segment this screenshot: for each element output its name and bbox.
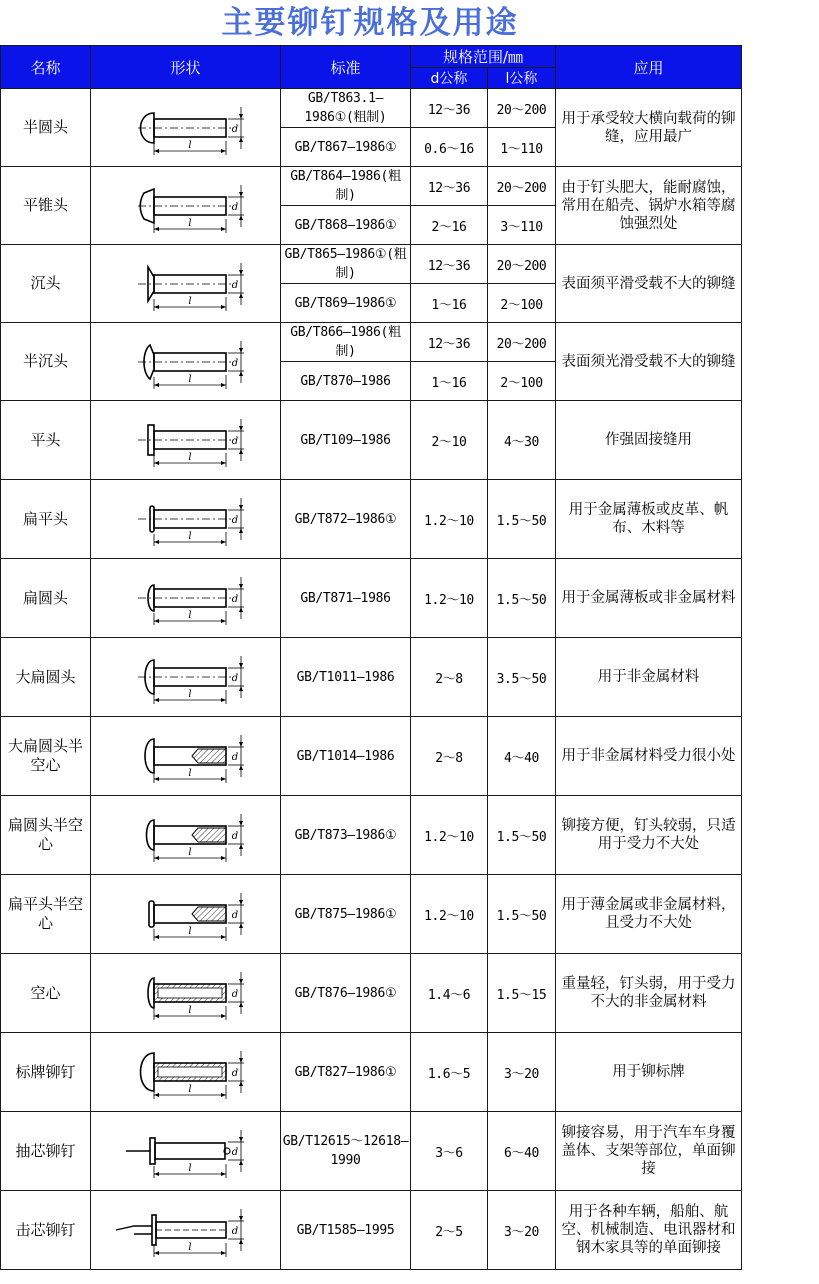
svg-text:l: l — [187, 531, 192, 542]
d-range-cell: 1.6～5 — [411, 1033, 488, 1112]
svg-text:d: d — [231, 1147, 238, 1158]
l-range-cell: 2～100 — [488, 362, 556, 401]
standard-cell: GB/T1014—1986 — [281, 717, 411, 796]
svg-text:l: l — [187, 295, 192, 307]
d-range-cell: 12～36 — [411, 89, 488, 128]
rivet-name: 空心 — [1, 954, 91, 1033]
round-head-rivet-icon — [91, 89, 281, 167]
l-range-cell: 20～200 — [488, 245, 556, 284]
l-range-cell: 6～40 — [488, 1112, 556, 1191]
cone-head-rivet-icon-drawing — [106, 171, 266, 241]
l-range-cell: 3～20 — [488, 1033, 556, 1112]
table-row — [1, 480, 742, 559]
l-range-cell: 4～40 — [488, 717, 556, 796]
header-standard: 标准 — [281, 46, 411, 89]
flat-round-semi-tubular-rivet-icon — [91, 796, 281, 875]
d-range-cell: 1.4～6 — [411, 954, 488, 1033]
header-range: 规格范围/㎜ — [411, 46, 556, 68]
l-range-cell: 1.5～50 — [488, 875, 556, 954]
rivet-name: 扁圆头 — [1, 559, 91, 638]
nameplate-rivet-icon-drawing — [106, 1037, 266, 1107]
svg-text:d: d — [231, 989, 238, 1000]
rivet-name: 扁平头 — [1, 480, 91, 559]
standard-cell: GB/T12615～12618—1990 — [281, 1112, 411, 1191]
rivet-name: 平锥头 — [1, 167, 91, 245]
rivet-name: 大扁圆头 — [1, 638, 91, 717]
blind-pull-rivet-icon — [91, 1112, 281, 1191]
l-range-cell: 20～200 — [488, 167, 556, 206]
svg-text:l: l — [187, 1242, 192, 1253]
application-cell: 表面须光滑受载不大的铆缝 — [556, 323, 742, 401]
standard-cell: GB/T866—1986(粗制) — [281, 323, 411, 362]
table-row — [1, 559, 742, 638]
standard-cell: GB/T109—1986 — [281, 401, 411, 480]
l-range-cell: 1～110 — [488, 128, 556, 167]
svg-text:d: d — [231, 279, 238, 291]
flat-head-rivet-icon — [91, 401, 281, 480]
table-row — [1, 875, 742, 954]
table-row — [1, 323, 742, 362]
d-range-cell: 1.2～10 — [411, 480, 488, 559]
svg-text:l: l — [187, 926, 192, 937]
svg-text:d: d — [231, 594, 238, 605]
rivet-name: 标牌铆钉 — [1, 1033, 91, 1112]
table-row — [1, 245, 742, 284]
svg-text:l: l — [187, 768, 192, 779]
round-head-rivet-icon-drawing — [106, 93, 266, 163]
header-l: l公称 — [488, 68, 556, 89]
standard-cell: GB/T1585—1995 — [281, 1191, 411, 1270]
standard-cell: GB/T865—1986①(粗制) — [281, 245, 411, 284]
l-range-cell: 20～200 — [488, 89, 556, 128]
l-range-cell: 1.5～50 — [488, 480, 556, 559]
rivet-name: 击芯铆钉 — [1, 1191, 91, 1270]
standard-cell: GB/T863.1—1986①(粗制) — [281, 89, 411, 128]
d-range-cell: 0.6～16 — [411, 128, 488, 167]
standard-cell: GB/T868—1986① — [281, 206, 411, 245]
standard-cell: GB/T867—1986① — [281, 128, 411, 167]
l-range-cell: 1.5～15 — [488, 954, 556, 1033]
svg-text:d: d — [231, 436, 238, 447]
tubular-rivet-icon — [91, 954, 281, 1033]
standard-cell: GB/T873—1986① — [281, 796, 411, 875]
application-cell: 用于金属薄板或皮革、帆布、木料等 — [556, 480, 742, 559]
application-cell: 用于非金属材料受力很小处 — [556, 717, 742, 796]
application-cell: 表面须平滑受载不大的铆缝 — [556, 245, 742, 323]
raised-countersunk-rivet-icon — [91, 323, 281, 401]
l-range-cell: 1.5～50 — [488, 796, 556, 875]
rivet-name: 沉头 — [1, 245, 91, 323]
standard-cell: GB/T871—1986 — [281, 559, 411, 638]
rivet-name: 扁圆头半空心 — [1, 796, 91, 875]
page-title: 主要铆钉规格及用途 — [221, 5, 519, 41]
large-flat-round-semi-tubular-rivet-icon-drawing — [106, 721, 266, 791]
countersunk-rivet-icon-drawing — [106, 249, 266, 319]
svg-text:d: d — [231, 831, 238, 842]
rivet-name: 扁平头半空心 — [1, 875, 91, 954]
svg-text:l: l — [187, 452, 192, 463]
large-flat-round-head-rivet-icon-drawing — [106, 642, 266, 712]
svg-text:l: l — [187, 610, 192, 621]
tubular-rivet-icon-drawing — [106, 958, 266, 1028]
flat-thin-head-rivet-icon — [91, 480, 281, 559]
l-range-cell: 4～30 — [488, 401, 556, 480]
standard-cell: GB/T875—1986① — [281, 875, 411, 954]
header-shape: 形状 — [91, 46, 281, 89]
l-range-cell: 3～20 — [488, 1191, 556, 1270]
rivet-name: 半圆头 — [1, 89, 91, 167]
rivet-spec-table — [0, 45, 742, 1270]
svg-text:l: l — [187, 1005, 192, 1016]
d-range-cell: 1.2～10 — [411, 796, 488, 875]
d-range-cell: 2～8 — [411, 717, 488, 796]
svg-text:l: l — [187, 847, 192, 858]
application-cell: 用于薄金属或非金属材料，且受力不大处 — [556, 875, 742, 954]
table-row — [1, 401, 742, 480]
application-cell: 作强固接缝用 — [556, 401, 742, 480]
svg-text:l: l — [187, 373, 192, 385]
flat-round-semi-tubular-rivet-icon-drawing — [106, 800, 266, 870]
flat-head-semi-tubular-rivet-icon — [91, 875, 281, 954]
d-range-cell: 2～5 — [411, 1191, 488, 1270]
d-range-cell: 1～16 — [411, 284, 488, 323]
d-range-cell: 12～36 — [411, 167, 488, 206]
d-range-cell: 2～16 — [411, 206, 488, 245]
table-row — [1, 89, 742, 128]
blind-pull-rivet-icon-drawing — [106, 1116, 266, 1186]
svg-text:l: l — [187, 689, 192, 700]
application-cell: 铆接方便，钉头较弱，只适用于受力不大处 — [556, 796, 742, 875]
table-row — [1, 638, 742, 717]
standard-cell: GB/T869—1986① — [281, 284, 411, 323]
drive-pin-rivet-icon — [91, 1191, 281, 1270]
svg-text:d: d — [231, 515, 238, 526]
drive-pin-rivet-icon-drawing — [106, 1195, 266, 1265]
header-application: 应用 — [556, 46, 742, 89]
d-range-cell: 12～36 — [411, 245, 488, 284]
l-range-cell: 2～100 — [488, 284, 556, 323]
application-cell: 用于承受较大横向载荷的铆缝，应用最广 — [556, 89, 742, 167]
standard-cell: GB/T1011—1986 — [281, 638, 411, 717]
rivet-name: 抽芯铆钉 — [1, 1112, 91, 1191]
nameplate-rivet-icon — [91, 1033, 281, 1112]
table-row — [1, 796, 742, 875]
svg-text:l: l — [187, 217, 192, 229]
l-range-cell: 3～110 — [488, 206, 556, 245]
rivet-name: 半沉头 — [1, 323, 91, 401]
d-range-cell: 1.2～10 — [411, 875, 488, 954]
table-header-row — [1, 46, 742, 68]
flat-head-semi-tubular-rivet-icon-drawing — [106, 879, 266, 949]
header-d: d公称 — [411, 68, 488, 89]
flat-head-rivet-icon-drawing — [106, 405, 266, 475]
rivet-name: 平头 — [1, 401, 91, 480]
header-name: 名称 — [1, 46, 91, 89]
table-row — [1, 1191, 742, 1270]
d-range-cell: 3～6 — [411, 1112, 488, 1191]
svg-text:d: d — [231, 673, 238, 684]
svg-text:d: d — [231, 910, 238, 921]
svg-text:l: l — [187, 1163, 192, 1174]
flat-round-head-rivet-icon-drawing — [106, 563, 266, 633]
application-cell: 铆接容易，用于汽车车身覆盖体、支架等部位，单面铆接 — [556, 1112, 742, 1191]
standard-cell: GB/T870—1986 — [281, 362, 411, 401]
cone-head-rivet-icon — [91, 167, 281, 245]
svg-text:d: d — [231, 123, 238, 135]
svg-text:d: d — [231, 1068, 238, 1079]
large-flat-round-head-rivet-icon — [91, 638, 281, 717]
table-row — [1, 1033, 742, 1112]
svg-text:l: l — [187, 139, 192, 151]
l-range-cell: 3.5～50 — [488, 638, 556, 717]
d-range-cell: 12～36 — [411, 323, 488, 362]
standard-cell: GB/T872—1986① — [281, 480, 411, 559]
svg-text:d: d — [231, 752, 238, 763]
svg-text:l: l — [187, 1084, 192, 1095]
table-row — [1, 167, 742, 206]
d-range-cell: 1.2～10 — [411, 559, 488, 638]
standard-cell: GB/T827—1986① — [281, 1033, 411, 1112]
application-cell: 由于钉头肥大，能耐腐蚀，常用在船壳、锅炉水箱等腐蚀强烈处 — [556, 167, 742, 245]
d-range-cell: 1～16 — [411, 362, 488, 401]
svg-text:d: d — [231, 357, 238, 369]
table-row — [1, 954, 742, 1033]
svg-text:d: d — [231, 1226, 238, 1237]
application-cell: 用于铆标牌 — [556, 1033, 742, 1112]
table-row — [1, 717, 742, 796]
standard-cell: GB/T876—1986① — [281, 954, 411, 1033]
l-range-cell: 20～200 — [488, 323, 556, 362]
svg-text:d: d — [231, 201, 238, 213]
rivet-name: 大扁圆头半空心 — [1, 717, 91, 796]
flat-round-head-rivet-icon — [91, 559, 281, 638]
standard-cell: GB/T864—1986(粗制) — [281, 167, 411, 206]
large-flat-round-semi-tubular-rivet-icon — [91, 717, 281, 796]
raised-countersunk-rivet-icon-drawing — [106, 327, 266, 397]
application-cell: 用于各种车辆，船舶、航空、机械制造、电讯器材和钢木家具等的单面铆接 — [556, 1191, 742, 1270]
application-cell: 用于金属薄板或非金属材料 — [556, 559, 742, 638]
application-cell: 重量轻，钉头弱，用于受力不大的非金属材料 — [556, 954, 742, 1033]
countersunk-rivet-icon — [91, 245, 281, 323]
flat-thin-head-rivet-icon-drawing — [106, 484, 266, 554]
table-row — [1, 1112, 742, 1191]
application-cell: 用于非金属材料 — [556, 638, 742, 717]
d-range-cell: 2～10 — [411, 401, 488, 480]
l-range-cell: 1.5～50 — [488, 559, 556, 638]
d-range-cell: 2～8 — [411, 638, 488, 717]
